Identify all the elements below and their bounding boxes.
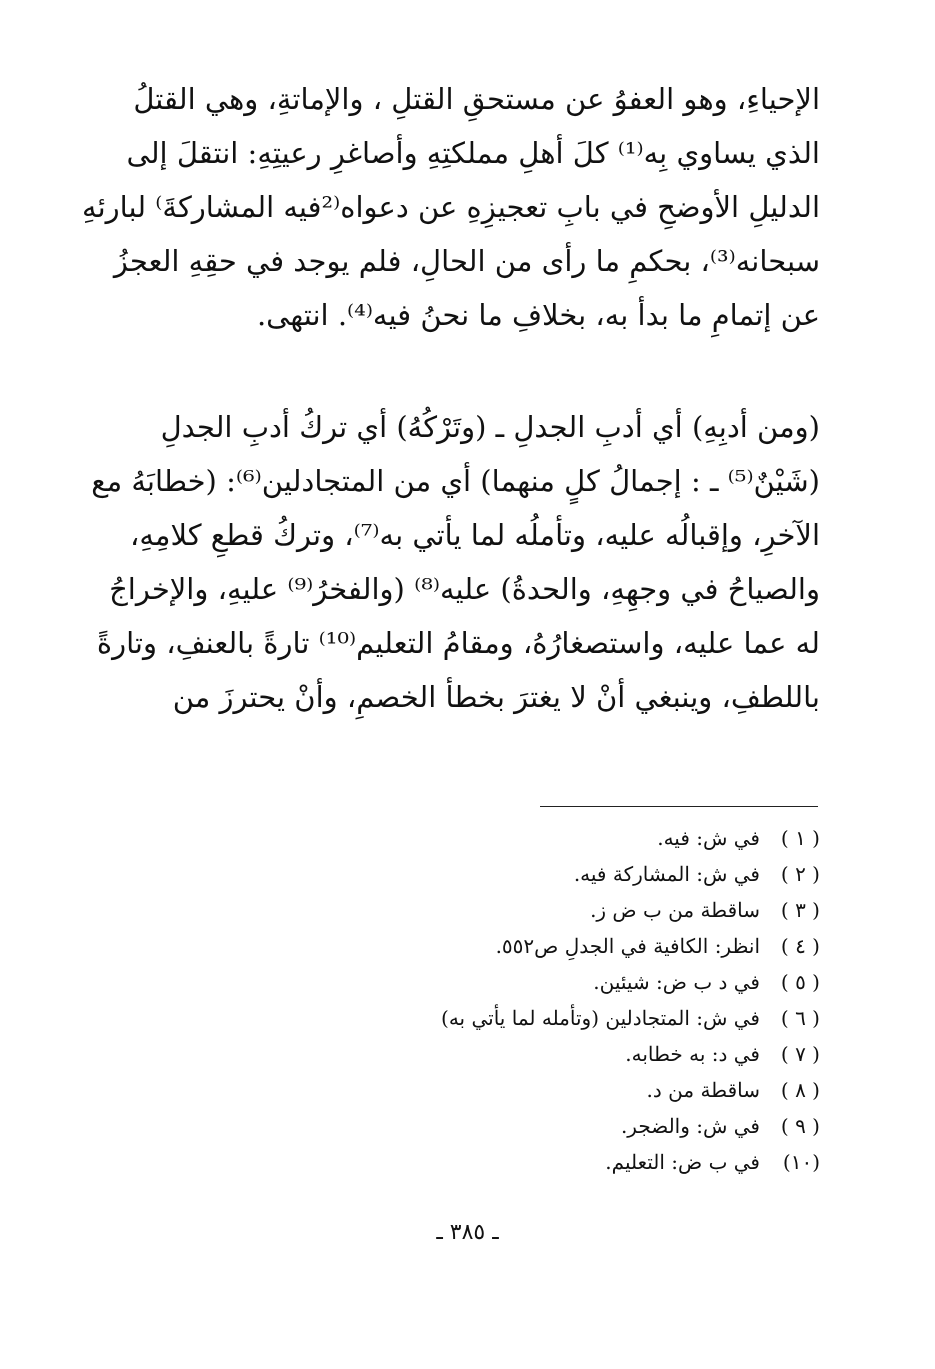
page-number: ـ ٣٨٥ ـ	[436, 1220, 499, 1245]
footnote-item	[300, 892, 820, 928]
footnote-text: في د ب ض: شيئين.	[593, 970, 760, 994]
footnote-divider	[540, 806, 818, 807]
footnote-text: في ب ض: التعليم.	[605, 1150, 760, 1174]
text-line: باللطفِ، وينبغي أنْ لا يغترَ بخطأ الخصمِ، وأنْ يحترزَ من	[172, 680, 820, 714]
footnote-number: ( ٤ )	[780, 934, 820, 958]
footnote-text: ساقطة من د.	[646, 1078, 760, 1102]
paragraph-1	[82, 72, 820, 342]
footnote-item	[300, 820, 820, 856]
footnote-text: في ش: المتجادلين (وتأمله لما يأتي به)	[441, 1006, 760, 1030]
footnote-number: ( ١ )	[780, 826, 820, 850]
footnote-item	[300, 928, 820, 964]
footnotes-list	[300, 820, 820, 1180]
footnote-text: في ش: فيه.	[657, 826, 760, 850]
text-line: له عما عليه، واستصغارُهُ، ومقامُ التعليم⁽¹⁰⁾ تارةً بالعنفِ، وتارةً	[96, 626, 820, 660]
footnote-text: ساقطة من ب ض ز.	[590, 898, 760, 922]
footnote-item	[300, 856, 820, 892]
footnote-item	[300, 1144, 820, 1180]
text-line: سبحانه⁽³⁾، بحكمِ ما رأى من الحالِ، فلم يوجد في حقِهِ العجزُ	[113, 244, 820, 278]
footnote-number: ( ٦ )	[780, 1006, 820, 1030]
footnote-item	[300, 1108, 820, 1144]
footnote-text: انظر: الكافية في الجدلِ ص٥٥٢.	[495, 934, 760, 958]
footnote-text: في ش: والضجر.	[620, 1114, 760, 1138]
paragraph-2	[91, 400, 820, 724]
footnote-item	[300, 1072, 820, 1108]
footnote-number: ( ٥ )	[780, 970, 820, 994]
text-line: الدليلِ الأوضحِ في بابِ تعجيزِهِ عن دعواه⁽²فيه المشاركةَ⁾ لبارئهِ	[82, 190, 820, 224]
text-line: (شَيْنٌ⁽⁵⁾ ـ : إجمالُ كلٍ منهما) أي من المتجادلين⁽⁶⁾: (خطابَهُ مع	[91, 464, 820, 498]
text-line: (ومن أدبِهِ) أي أدبِ الجدلِ ـ (وتَرْكُهُ) أي تركُ أدبِ الجدلِ	[160, 410, 820, 444]
footnote-number: ( ٣ )	[780, 898, 820, 922]
footnote-number: ( ٧ )	[780, 1042, 820, 1066]
footnote-item	[300, 1000, 820, 1036]
footnote-item	[300, 1036, 820, 1072]
footnote-text: في ش: المشاركة فيه.	[573, 862, 760, 886]
footnote-item	[300, 964, 820, 1000]
footnote-text: في د: به خطابه.	[625, 1042, 760, 1066]
text-line: الآخرِ، وإقبالُه عليه، وتأملُه لما يأتي به⁽⁷⁾، وتركُ قطعِ كلامِهِ،	[130, 518, 820, 552]
text-line: الإحياءِ، وهو العفوُ عن مستحقِ القتلِ ، والإماتةِ، وهي القتلُ	[133, 82, 820, 116]
footnote-number: (١٠)	[782, 1150, 820, 1174]
text-line: والصياحُ في وجهِهِ، والحدةُ) عليه⁽⁸⁾ (والفخرُ⁽⁹⁾ عليهِ، والإخراجُ	[109, 572, 820, 606]
footnote-number: ( ٢ )	[780, 862, 820, 886]
footnote-number: ( ٩ )	[780, 1114, 820, 1138]
text-line: عن إتمامِ ما بدأ به، بخلافِ ما نحنُ فيه⁽⁴⁾. انتهى.	[256, 298, 820, 332]
text-line: الذي يساوي بِه⁽¹⁾ كلَ أهلِ مملكتِهِ وأصاغرِ رعيتِهِ: انتقلَ إلى	[126, 136, 820, 170]
footnote-number: ( ٨ )	[780, 1078, 820, 1102]
